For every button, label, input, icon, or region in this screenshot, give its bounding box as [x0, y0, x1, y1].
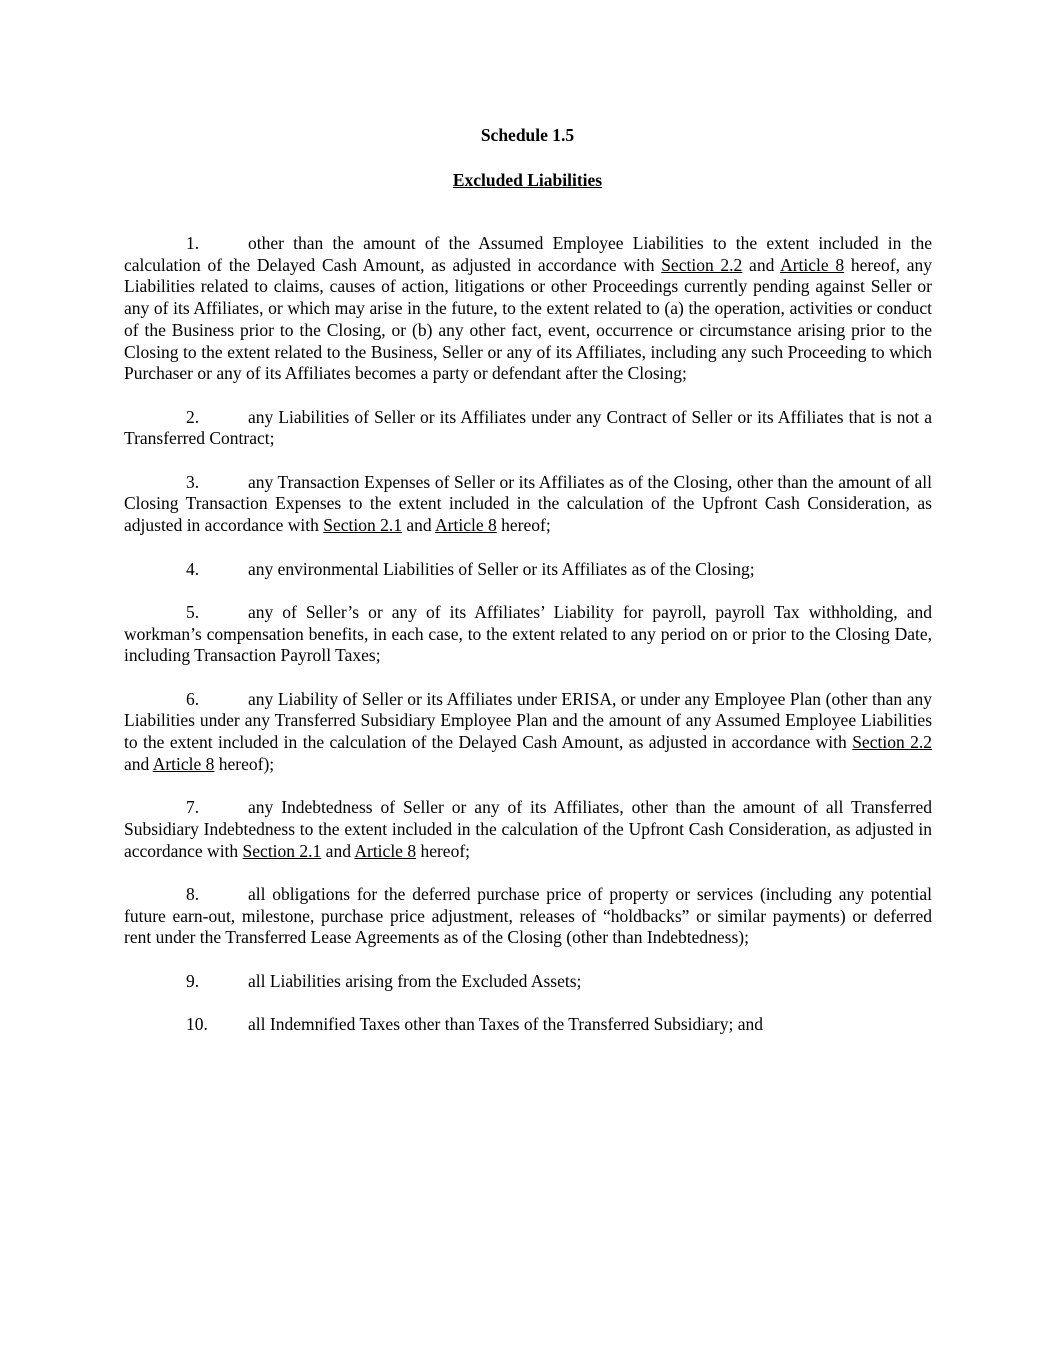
item-text: and: [321, 840, 355, 861]
list-item: [124, 559, 932, 581]
item-number: 4.: [186, 558, 200, 579]
item-number: 5.: [186, 601, 200, 622]
section-title-wrapper: [0, 169, 1055, 191]
item-text: all obligations for the deferred purchase price of property or services (including any potential future earn-out, milestone, purchase price adjustment, releases of “holdbacks” or similar payments) or deferred rent under the Transferred Lease Agreements as of the Closing (other than Indebtedness);: [124, 883, 932, 948]
list-item: [124, 689, 932, 776]
list-item: [124, 797, 932, 862]
cross-reference: Section 2.2: [661, 254, 743, 275]
cross-reference: Section 2.1: [242, 840, 322, 861]
item-number: 7.: [186, 797, 200, 818]
item-text: any Liability of Seller or its Affiliates under ERISA, or under any Employee Plan (other than any Liabilities under any Transferred Subsidiary Employee Plan and the amount of any Assumed Employee Liabilities to the extent included in the calculation of the Delayed Cash Amount, as adjusted in accordance with: [124, 688, 932, 753]
item-number: 10.: [186, 1014, 208, 1035]
item-text: all Indemnified Taxes other than Taxes of the Transferred Subsidiary; and: [248, 1014, 763, 1035]
item-number: 1.: [186, 233, 200, 253]
item-number: 8.: [186, 883, 200, 904]
item-text: other than the amount of the Assumed Employee Liabilities to the extent included in the calculation of the Delayed Cash Amount, as adjusted in accordance with: [124, 233, 932, 275]
cross-reference: Article 8: [152, 753, 215, 774]
item-text: any Transaction Expenses of Seller or its Affiliates as of the Closing, other than the amount of all Closing Transaction Expenses to the extent included in the calculation of the Upfront Cash Consideration, as adjusted in accordance with: [124, 471, 932, 536]
item-text: hereof;: [416, 840, 471, 861]
list-item: [124, 472, 932, 537]
list-item: [124, 407, 932, 450]
item-text: any environmental Liabilities of Seller or its Affiliates as of the Closing;: [248, 558, 755, 579]
liability-list: [124, 233, 932, 1058]
item-text: hereof, any Liabilities related to claims, causes of action, litigations or other Proceedings currently pending against Seller or any of its Affiliates, or which may arise in the future, to the extent related to (a) the operation, activities or conduct of the Business prior to the Closing, or (b) any other fact, event, occurrence or circumstance arising prior to the Closing to the extent related to the Business, Seller or any of its Affiliates, including any such Proceeding to which Purchaser or any of its Affiliates becomes a party or defendant after the Closing;: [124, 254, 932, 384]
cross-reference: Article 8: [435, 515, 497, 536]
item-text: all Liabilities arising from the Excluded Assets;: [248, 970, 582, 991]
schedule-title: Schedule 1.5: [480, 125, 575, 145]
item-number: 2.: [186, 406, 200, 427]
item-text: any Indebtedness of Seller or any of its Affiliates, other than the amount of all Transferred Subsidiary Indebtedness to the extent included in the calculation of the Upfront Cash Consideration, as adjusted in accordance with: [124, 797, 932, 861]
item-text: any Liabilities of Seller or its Affiliates under any Contract of Seller or its Affiliates that is not a Transferred Contract;: [124, 406, 932, 449]
list-item: [124, 1014, 932, 1036]
cross-reference: Article 8: [354, 840, 417, 861]
item-number: 3.: [186, 471, 200, 492]
item-text: any of Seller’s or any of its Affiliates’ Liability for payroll, payroll Tax withholding, and workman’s compensation benefits, in each case, to the extent related to any period on or prior to the Closing Date, including Transaction Payroll Taxes;: [124, 601, 932, 666]
cross-reference: Article 8: [780, 254, 845, 275]
item-text: hereof);: [214, 753, 275, 774]
item-text: and: [742, 254, 781, 275]
item-text: hereof;: [496, 515, 551, 536]
item-text: and: [124, 753, 153, 774]
list-item: [124, 233, 932, 385]
cross-reference: Section 2.1: [323, 515, 402, 536]
list-item: [124, 602, 932, 667]
item-number: 9.: [186, 970, 200, 991]
item-text: and: [401, 515, 436, 536]
list-item: [124, 971, 932, 993]
section-title: Excluded Liabilities: [452, 170, 603, 190]
list-item: [124, 884, 932, 949]
cross-reference: Section 2.2: [852, 732, 932, 753]
item-number: 6.: [186, 688, 200, 709]
